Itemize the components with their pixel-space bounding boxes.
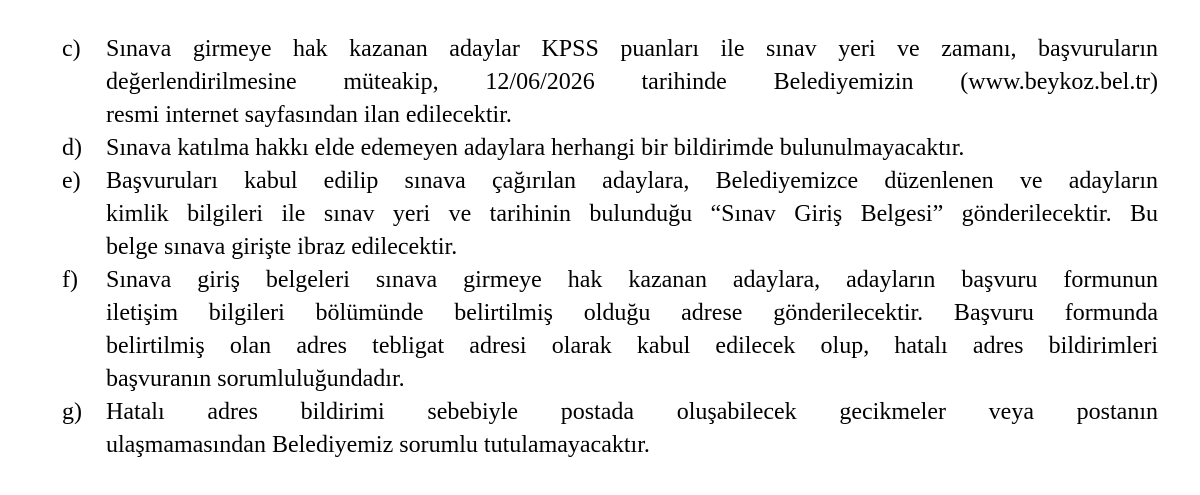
text-line: ulaşmamasından Belediyemiz sorumlu tutulamayacaktır.: [106, 432, 650, 458]
list-item-c: [62, 33, 1158, 132]
text-line: Sınava girmeye hak kazanan adaylar KPSS puanları ile sınav yeri ve zamanı, başvuruların: [106, 36, 1158, 62]
list-item-text: [106, 396, 1158, 462]
list-marker: f): [62, 267, 78, 293]
text-line: Sınava katılma hakkı elde edemeyen adaylara herhangi bir bildirimde bulunulmayacaktır.: [106, 135, 965, 161]
list-item-text: [106, 33, 1158, 132]
text-line: değerlendirilmesine müteakip, 12/06/2026 tarihinde Belediyemizin (www.beykoz.bel.tr): [106, 69, 1158, 95]
list-marker: c): [62, 36, 81, 62]
list-marker: d): [62, 135, 82, 161]
document-body: [62, 33, 1158, 462]
text-line: Sınava giriş belgeleri sınava girmeye hak kazanan adaylara, adayların başvuru formunun: [106, 267, 1158, 293]
list-item-g: [62, 396, 1158, 462]
text-line: belge sınava girişte ibraz edilecektir.: [106, 234, 458, 260]
list-marker: g): [62, 399, 82, 425]
list-item-f: [62, 264, 1158, 396]
text-line: kimlik bilgileri ile sınav yeri ve tarihinin bulunduğu “Sınav Giriş Belgesi” gönderilecektir. Bu: [106, 201, 1158, 227]
list-item-e: [62, 165, 1158, 264]
text-line: Hatalı adres bildirimi sebebiyle postada oluşabilecek gecikmeler veya postanın: [106, 399, 1158, 425]
list-item-text: [106, 132, 1158, 165]
list-item-d: [62, 132, 1158, 165]
text-line: Başvuruları kabul edilip sınava çağırılan adaylara, Belediyemizce düzenlenen ve adayların: [106, 168, 1158, 194]
text-line: belirtilmiş olan adres tebligat adresi olarak kabul edilecek olup, hatalı adres bildirimleri: [106, 333, 1158, 359]
list-item-text: [106, 165, 1158, 264]
text-line: resmi internet sayfasından ilan edilecektir.: [106, 102, 512, 128]
text-line: başvuranın sorumluluğundadır.: [106, 366, 405, 392]
text-line: iletişim bilgileri bölümünde belirtilmiş olduğu adrese gönderilecektir. Başvuru formunda: [106, 300, 1158, 326]
list-marker: e): [62, 168, 81, 194]
list-item-text: [106, 264, 1158, 396]
